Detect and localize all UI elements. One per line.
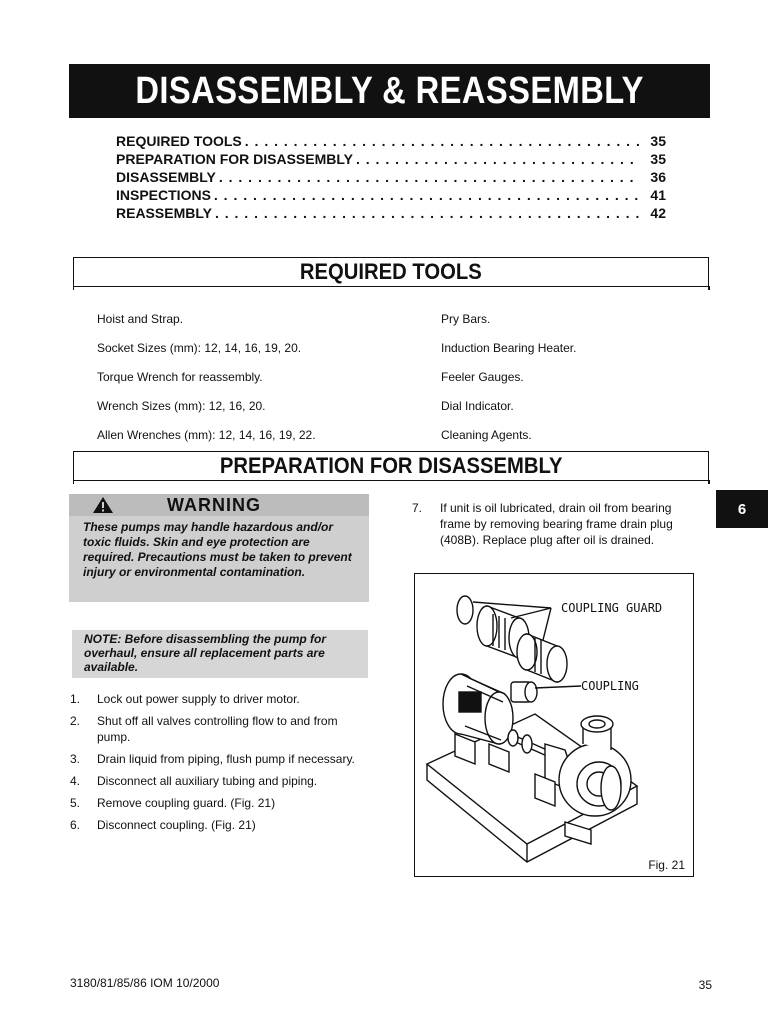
tool-item: Allen Wrenches (mm): 12, 14, 16, 19, 22. — [97, 428, 316, 442]
warning-box — [69, 494, 369, 602]
toc-item-label: REQUIRED TOOLS — [116, 133, 242, 149]
step-text: Remove coupling guard. (Fig. 21) — [97, 796, 276, 810]
tools-list-right — [441, 311, 576, 456]
tool-item: Torque Wrench for reassembly. — [97, 370, 263, 384]
toc-leader-dots — [212, 204, 640, 222]
list-item — [70, 795, 370, 811]
tool-item: Pry Bars. — [441, 312, 491, 326]
chapter-tab-label: 6 — [737, 500, 747, 518]
table-of-contents — [116, 132, 666, 222]
tool-item: Feeler Gauges. — [441, 370, 524, 384]
step-text: Disconnect all auxiliary tubing and piping. — [97, 774, 318, 788]
list-item — [70, 773, 370, 789]
footer-doc-ref: 3180/81/85/86 IOM 10/2000 — [70, 976, 220, 990]
step-number: 5. — [70, 796, 81, 810]
chapter-tab — [716, 490, 768, 528]
step-text: Lock out power supply to driver motor. — [97, 692, 300, 706]
toc-leader-dots — [211, 186, 640, 204]
toc-item[interactable] — [116, 186, 666, 204]
label-coupling: COUPLING — [581, 679, 639, 693]
tool-item: Induction Bearing Heater. — [441, 341, 577, 355]
list-item — [70, 713, 370, 745]
list-item — [70, 691, 370, 707]
section-heading-text: PREPARATION FOR DISASSEMBLY — [219, 453, 563, 478]
list-item — [70, 751, 370, 767]
note-text: NOTE: Before disassembling the pump for overhaul, ensure all replacement parts are available. — [84, 632, 327, 674]
footer-page-number: 35 — [698, 978, 712, 992]
toc-item-label: DISASSEMBLY — [116, 169, 216, 185]
pump-illustration — [415, 574, 693, 876]
step-number: 7. — [412, 501, 423, 515]
toc-item-page: 35 — [650, 133, 666, 149]
step-text: Shut off all valves controlling flow to and from pump. — [97, 714, 338, 744]
step-text: Disconnect coupling. (Fig. 21) — [97, 818, 256, 832]
figure-pump-coupling — [414, 573, 694, 877]
toc-item[interactable] — [116, 168, 666, 186]
figure-caption: Fig. 21 — [648, 858, 685, 872]
list-item — [70, 817, 370, 833]
step-number: 6. — [70, 818, 81, 832]
toc-leader-dots — [353, 150, 640, 168]
tool-item: Socket Sizes (mm): 12, 14, 16, 19, 20. — [97, 341, 302, 355]
section-heading-text: REQUIRED TOOLS — [300, 259, 482, 284]
toc-leader-dots — [242, 132, 640, 150]
step-text: If unit is oil lubricated, drain oil from bearing frame by removing bearing frame drain plug (408B). Replace plug after oil is drained. — [440, 501, 673, 547]
tool-item: Hoist and Strap. — [97, 312, 184, 326]
note-box — [72, 630, 368, 678]
page-title: DISASSEMBLY & REASSEMBLY — [135, 69, 644, 112]
tool-item: Dial Indicator. — [441, 399, 514, 413]
section-heading-required-tools — [73, 257, 709, 286]
page-title-bar — [69, 64, 710, 118]
label-coupling-guard: COUPLING GUARD — [561, 601, 663, 615]
toc-leader-dots — [216, 168, 640, 186]
tool-item: Cleaning Agents. — [441, 428, 532, 442]
tool-item: Wrench Sizes (mm): 12, 16, 20. — [97, 399, 266, 413]
list-item — [412, 500, 692, 548]
toc-item-label: PREPARATION FOR DISASSEMBLY — [116, 151, 353, 167]
warning-header — [69, 494, 369, 516]
toc-item-page: 41 — [650, 187, 666, 203]
section-underline — [73, 286, 710, 288]
step-number: 3. — [70, 752, 81, 766]
section-underline — [73, 480, 710, 482]
step-number: 2. — [70, 714, 81, 728]
step-text: Drain liquid from piping, flush pump if necessary. — [97, 752, 355, 766]
toc-item[interactable] — [116, 150, 666, 168]
warning-text: These pumps may handle hazardous and/or toxic fluids. Skin and eye protection are required. Precautions must be taken to prevent injury or environmental contamination. — [83, 520, 352, 579]
warning-triangle-icon — [69, 496, 121, 514]
tools-list-left — [97, 311, 316, 456]
toc-item-page: 42 — [650, 205, 666, 221]
toc-item-page: 35 — [650, 151, 666, 167]
step-number: 1. — [70, 692, 81, 706]
toc-item[interactable] — [116, 204, 666, 222]
toc-item-label: INSPECTIONS — [116, 187, 211, 203]
step-number: 4. — [70, 774, 81, 788]
section-heading-preparation — [73, 451, 709, 480]
warning-title: WARNING — [167, 494, 261, 515]
toc-item-page: 36 — [650, 169, 666, 185]
steps-list — [70, 691, 370, 839]
toc-item-label: REASSEMBLY — [116, 205, 212, 221]
toc-item[interactable] — [116, 132, 666, 150]
